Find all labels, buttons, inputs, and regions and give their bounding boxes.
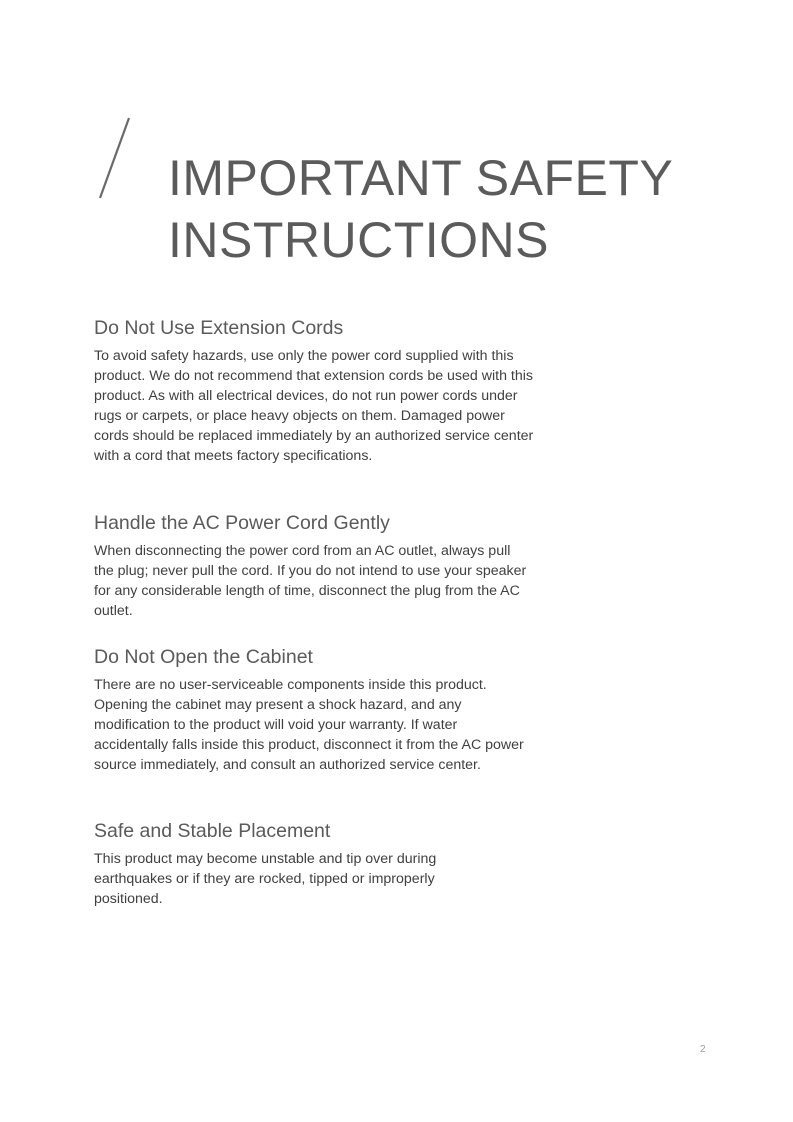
page-title-line-1: IMPORTANT SAFETY	[168, 150, 674, 206]
section-body: There are no user-serviceable components inside this product. Opening the cabinet may present a shock hazard, and any modification to the product will void your warranty. If water accidentally falls inside this product, disconnect it from the AC power source immediately, and consult an authorized service center.	[94, 677, 524, 773]
section-placement	[94, 819, 474, 909]
section-heading: Do Not Use Extension Cords	[94, 317, 344, 339]
slash-decoration	[96, 116, 136, 200]
page-title	[168, 147, 673, 271]
page-number: 2	[700, 1044, 706, 1055]
section-heading: Safe and Stable Placement	[94, 820, 331, 842]
section-heading: Handle the AC Power Cord Gently	[94, 512, 390, 534]
section-body: When disconnecting the power cord from an AC outlet, always pull the plug; never pull the cord. If you do not intend to use your speaker for any considerable length of time, disconnect the plug from the AC outlet.	[94, 543, 527, 619]
section-ac-power-cord	[94, 511, 534, 621]
section-body: To avoid safety hazards, use only the power cord supplied with this product. We do not recommend that extension cords be used with this product. As with all electrical devices, do not run power cords under rugs or carpets, or place heavy objects on them. Damaged power cords should be replaced immediately by an authorized service center with a cord that meets factory specifications.	[94, 348, 534, 464]
page-title-line-2: INSTRUCTIONS	[168, 212, 549, 268]
section-cabinet	[94, 645, 534, 775]
section-body: This product may become unstable and tip over during earthquakes or if they are rocked, tipped or improperly positioned.	[94, 851, 437, 907]
section-heading: Do Not Open the Cabinet	[94, 646, 313, 668]
section-extension-cords	[94, 316, 534, 466]
